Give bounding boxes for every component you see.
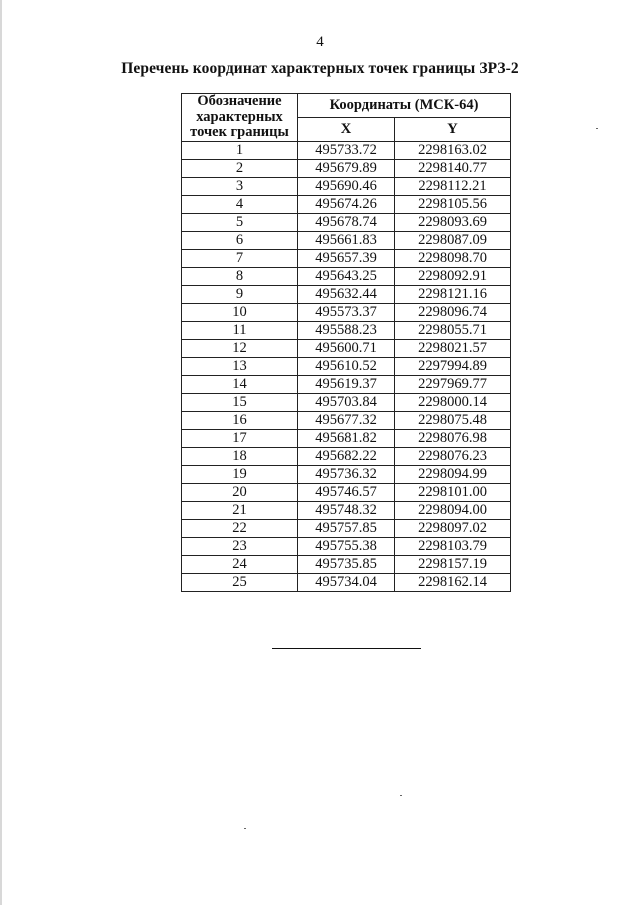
table-row — [182, 501, 511, 519]
x-column-header: X — [298, 117, 395, 141]
table-row — [182, 519, 511, 537]
point-header-line-2: характерных — [196, 108, 283, 125]
table-row — [182, 339, 511, 357]
x-coordinate-cell: 495610.52 — [298, 357, 395, 375]
x-coordinate-cell: 495632.44 — [298, 285, 395, 303]
point-cell: 10 — [182, 303, 298, 321]
point-cell: 1 — [182, 141, 298, 159]
table-row — [182, 573, 511, 591]
point-cell: 22 — [182, 519, 298, 537]
y-coordinate-cell: 2298112.21 — [395, 177, 511, 195]
point-designation-header — [182, 94, 298, 142]
y-coordinate-cell: 2298101.00 — [395, 483, 511, 501]
page-number: 4 — [316, 34, 324, 50]
x-coordinate-cell: 495735.85 — [298, 555, 395, 573]
x-coordinate-cell: 495681.82 — [298, 429, 395, 447]
point-cell: 16 — [182, 411, 298, 429]
point-cell: 7 — [182, 249, 298, 267]
document-title: Перечень координат характерных точек границы ЗРЗ-2 — [121, 60, 519, 77]
x-coordinate-cell: 495755.38 — [298, 537, 395, 555]
y-coordinate-cell: 2298076.98 — [395, 429, 511, 447]
point-cell: 25 — [182, 573, 298, 591]
y-coordinate-cell: 2298094.99 — [395, 465, 511, 483]
x-coordinate-cell: 495748.32 — [298, 501, 395, 519]
table-header-row — [182, 94, 511, 118]
x-coordinate-cell: 495677.32 — [298, 411, 395, 429]
table-row — [182, 177, 511, 195]
scan-speck — [400, 795, 402, 796]
table-row — [182, 429, 511, 447]
x-coordinate-cell: 495674.26 — [298, 195, 395, 213]
y-coordinate-cell: 2298094.00 — [395, 501, 511, 519]
y-coordinate-cell: 2298162.14 — [395, 573, 511, 591]
y-coordinate-cell: 2298076.23 — [395, 447, 511, 465]
point-cell: 19 — [182, 465, 298, 483]
y-coordinate-cell: 2297969.77 — [395, 375, 511, 393]
x-coordinate-cell: 495678.74 — [298, 213, 395, 231]
point-cell: 18 — [182, 447, 298, 465]
point-cell: 2 — [182, 159, 298, 177]
point-cell: 20 — [182, 483, 298, 501]
x-coordinate-cell: 495661.83 — [298, 231, 395, 249]
closing-rule — [272, 648, 421, 649]
point-cell: 4 — [182, 195, 298, 213]
point-cell: 23 — [182, 537, 298, 555]
table-row — [182, 357, 511, 375]
point-cell: 6 — [182, 231, 298, 249]
x-coordinate-cell: 495657.39 — [298, 249, 395, 267]
table-row — [182, 213, 511, 231]
point-cell: 3 — [182, 177, 298, 195]
point-cell: 12 — [182, 339, 298, 357]
y-coordinate-cell: 2298096.74 — [395, 303, 511, 321]
table-row — [182, 159, 511, 177]
x-coordinate-cell: 495573.37 — [298, 303, 395, 321]
scan-speck — [244, 828, 246, 829]
point-header-line-1: Обозначение — [197, 93, 282, 109]
y-coordinate-cell: 2298140.77 — [395, 159, 511, 177]
table-row — [182, 285, 511, 303]
scan-speck — [596, 128, 598, 129]
x-coordinate-cell: 495736.32 — [298, 465, 395, 483]
x-coordinate-cell: 495619.37 — [298, 375, 395, 393]
table-row — [182, 375, 511, 393]
table-row — [182, 555, 511, 573]
y-coordinate-cell: 2298157.19 — [395, 555, 511, 573]
x-coordinate-cell: 495682.22 — [298, 447, 395, 465]
table-row — [182, 483, 511, 501]
x-coordinate-cell: 495690.46 — [298, 177, 395, 195]
y-coordinate-cell: 2298121.16 — [395, 285, 511, 303]
y-coordinate-cell: 2298163.02 — [395, 141, 511, 159]
x-coordinate-cell: 495733.72 — [298, 141, 395, 159]
table-row — [182, 465, 511, 483]
x-coordinate-cell: 495703.84 — [298, 393, 395, 411]
coordinates-system-header: Координаты (МСК-64) — [298, 94, 511, 118]
x-coordinate-cell: 495734.04 — [298, 573, 395, 591]
table-row — [182, 537, 511, 555]
point-header-line-3: точек границы — [190, 124, 289, 140]
y-coordinate-cell: 2298093.69 — [395, 213, 511, 231]
point-cell: 21 — [182, 501, 298, 519]
point-cell: 13 — [182, 357, 298, 375]
table-row — [182, 303, 511, 321]
point-cell: 11 — [182, 321, 298, 339]
x-coordinate-cell: 495643.25 — [298, 267, 395, 285]
page-left-edge — [0, 0, 2, 905]
table-row — [182, 321, 511, 339]
x-coordinate-cell: 495588.23 — [298, 321, 395, 339]
point-cell: 24 — [182, 555, 298, 573]
table-row — [182, 447, 511, 465]
y-coordinate-cell: 2297994.89 — [395, 357, 511, 375]
point-cell: 15 — [182, 393, 298, 411]
point-cell: 17 — [182, 429, 298, 447]
x-coordinate-cell: 495679.89 — [298, 159, 395, 177]
point-cell: 8 — [182, 267, 298, 285]
y-coordinate-cell: 2298075.48 — [395, 411, 511, 429]
y-coordinate-cell: 2298103.79 — [395, 537, 511, 555]
point-cell: 5 — [182, 213, 298, 231]
table-row — [182, 411, 511, 429]
table-row — [182, 393, 511, 411]
y-coordinate-cell: 2298000.14 — [395, 393, 511, 411]
y-coordinate-cell: 2298105.56 — [395, 195, 511, 213]
coordinates-table-body — [182, 141, 511, 591]
table-row — [182, 141, 511, 159]
table-row — [182, 231, 511, 249]
x-coordinate-cell: 495746.57 — [298, 483, 395, 501]
x-coordinate-cell: 495757.85 — [298, 519, 395, 537]
coordinates-table — [181, 93, 511, 592]
table-row — [182, 267, 511, 285]
point-cell: 9 — [182, 285, 298, 303]
y-coordinate-cell: 2298092.91 — [395, 267, 511, 285]
y-coordinate-cell: 2298055.71 — [395, 321, 511, 339]
y-column-header: Y — [395, 117, 511, 141]
y-coordinate-cell: 2298087.09 — [395, 231, 511, 249]
y-coordinate-cell: 2298098.70 — [395, 249, 511, 267]
point-cell: 14 — [182, 375, 298, 393]
y-coordinate-cell: 2298097.02 — [395, 519, 511, 537]
y-coordinate-cell: 2298021.57 — [395, 339, 511, 357]
table-row — [182, 195, 511, 213]
table-row — [182, 249, 511, 267]
x-coordinate-cell: 495600.71 — [298, 339, 395, 357]
